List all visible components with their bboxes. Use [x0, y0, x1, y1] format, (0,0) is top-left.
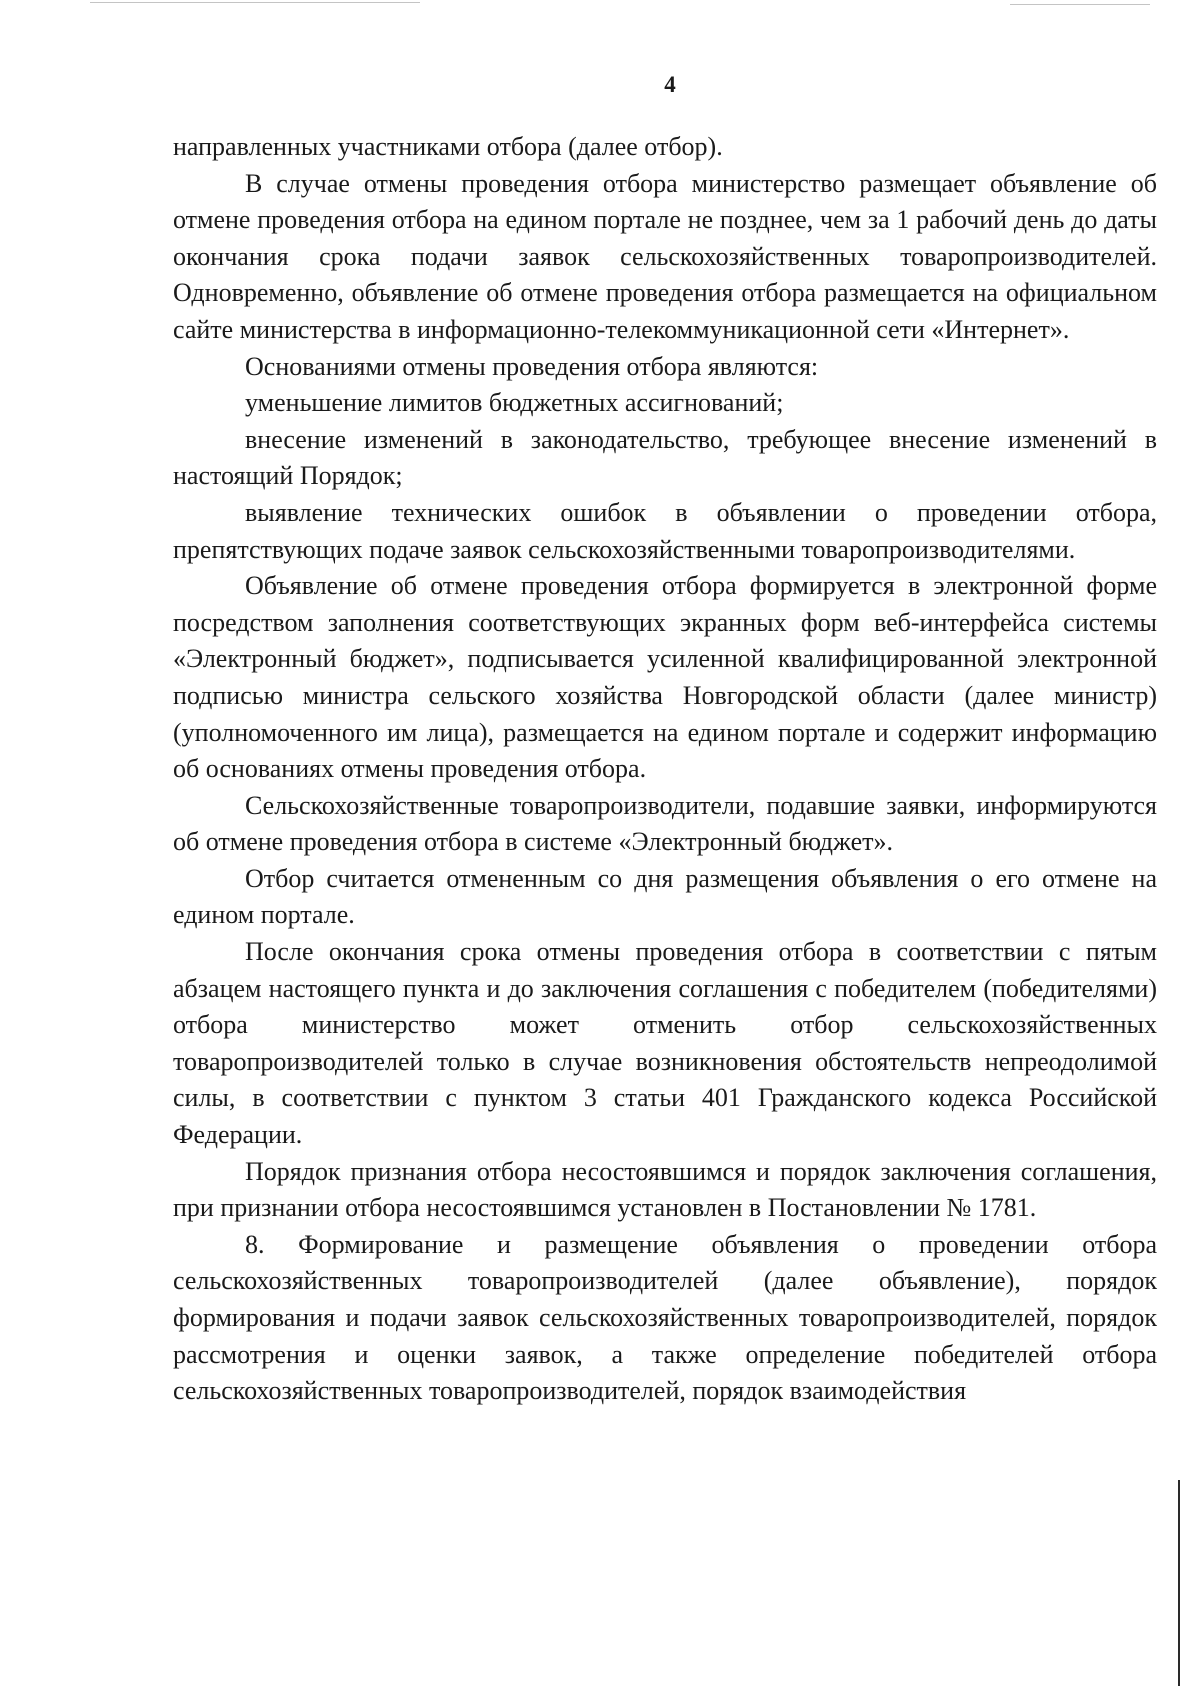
- scan-artifact-top-left: [90, 2, 420, 3]
- document-body: [173, 129, 1157, 1410]
- paragraph-failed-selection: Порядок признания отбора несостоявшимся и порядок заключения соглашения, при признании отбора несостоявшимся установлен в Постановлении № 1781.: [173, 1156, 1157, 1223]
- paragraph-announcement-form: Объявление об отмене проведения отбора формируется в электронной форме посредством заполнения соответствующих экранных форм веб-интерфейса системы «Электронный бюджет», подписывается усиленной квалифицированной электронной подписью министра сельского хозяйства Новгородской области (далее министр) (уполномоченного им лица), размещается на едином портале и содержит информацию об основаниях отмены проведения отбора.: [173, 571, 1157, 784]
- paragraph-ground-technical-errors: выявление технических ошибок в объявлении о проведении отбора, препятствующих подаче заявок сельскохозяйственными товаропроизводителями.: [173, 497, 1157, 564]
- paragraph-cancellation-announcement: В случае отмены проведения отбора министерство размещает объявление об отмене проведения отбора на едином портале не позднее, чем за 1 рабочий день до даты окончания срока подачи заявок сельскохозяйственных товаропроизводителей. Одновременно, объявление об отмене проведения отбора размещается на официальном сайте министерства в информационно-телекоммуникационной сети «Интернет».: [173, 168, 1157, 344]
- paragraph-applicants-informed: Сельскохозяйственные товаропроизводители, подавшие заявки, информируются об отмене проведения отбора в системе «Электронный бюджет».: [173, 790, 1157, 857]
- paragraph-cancellation-grounds: Основаниями отмены проведения отбора являются:: [245, 351, 819, 381]
- scan-artifact-top-right: [1010, 4, 1150, 5]
- paragraph-cancelled-date: Отбор считается отмененным со дня размещения объявления о его отмене на едином портале.: [173, 863, 1157, 930]
- paragraph-ground-budget-limits: уменьшение лимитов бюджетных ассигнований;: [245, 388, 784, 418]
- paragraph-force-majeure: После окончания срока отмены проведения отбора в соответствии с пятым абзацем настоящего пункта и до заключения соглашения с победителем (победителями) отбора министерство может отменить отбор сельскохозяйственных товаропроизводителей только в случае возникновения обстоятельств непреодолимой силы, в соответствии с пунктом 3 статьи 401 Гражданского кодекса Российской Федерации.: [173, 937, 1157, 1150]
- page-number: 4: [664, 72, 676, 97]
- page-edge-rule: [1178, 1480, 1180, 1686]
- paragraph-ground-legislation: внесение изменений в законодательство, требующее внесение изменений в настоящий Порядок;: [173, 424, 1157, 491]
- paragraph-item-8: 8. Формирование и размещение объявления о проведении отбора сельскохозяйственных товаропроизводителей (далее объявление), порядок формирования и подачи заявок сельскохозяйственных товаропроизводителей, порядок рассмотрения и оценки заявок, а также определение победителей отбора сельскохозяйственных товаропроизводителей, порядок взаимодействия: [173, 1229, 1157, 1406]
- paragraph-continuation: направленных участниками отбора (далее отбор).: [173, 132, 723, 161]
